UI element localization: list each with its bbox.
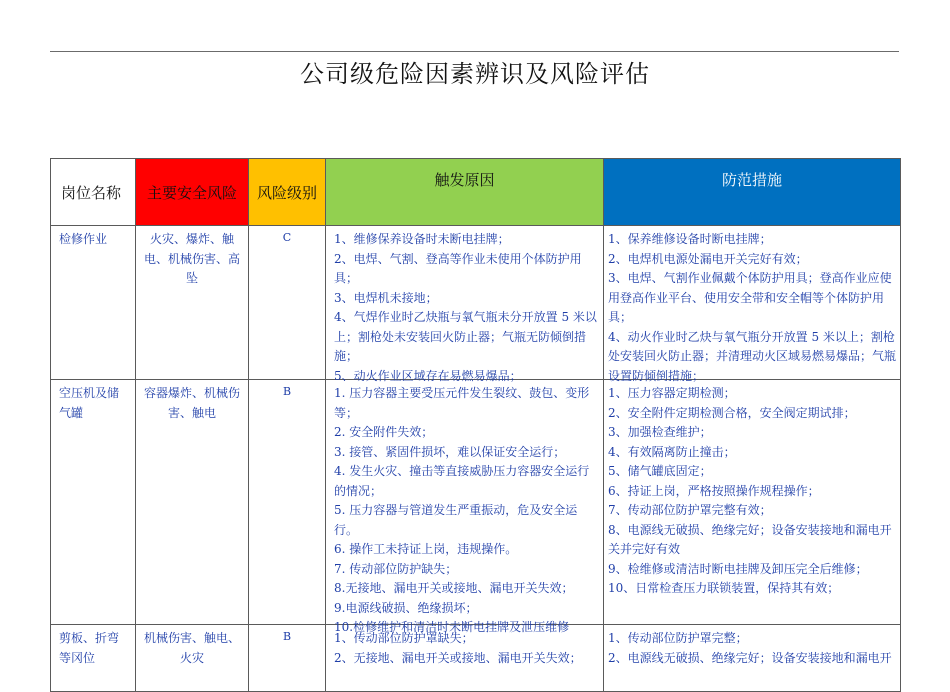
measure-item: 1、压力容器定期检测； (608, 386, 736, 400)
measure-item: 2、电焊机电源处漏电开关完好有效； (608, 251, 808, 266)
cause-item: 5. 压力容器与管道发生严重振动，危及安全运行。 (334, 503, 578, 537)
measures-list (604, 625, 900, 691)
header-post-name: 岗位名称 (51, 159, 136, 226)
header-cause: 触发原因 (326, 159, 604, 226)
cause-cell (326, 380, 604, 634)
cause-item: 4. 发生火灾、撞击等直接威胁压力容器安全运行的情况； (334, 464, 590, 498)
risk-cell: 机械伤害、触电、火灾 (136, 625, 249, 692)
top-rule (50, 51, 899, 52)
measure-item: 5、储气罐底固定； (608, 464, 712, 478)
cause-list (326, 380, 603, 634)
cause-item: 2. 安全附件失效； (334, 425, 434, 439)
document-title: 公司级危险因素辨识及风险评估 (300, 60, 650, 88)
measure-item: 9、检维修或清洁时断电挂牌及卸压完全后维修； (608, 561, 868, 576)
measure-item: 3、电焊、气割作业佩戴个体防护用具；登高作业应使用登高作业平台、使用安全带和安全帽等个体防护用具； (608, 271, 892, 324)
cause-item: 9.电源线破损、绝缘损坏； (334, 600, 478, 615)
cause-item: 5、动火作业区域存在易燃易爆品； (334, 368, 522, 383)
measure-item: 7、传动部位防护罩完整有效； (608, 503, 772, 517)
cause-item: 1. 压力容器主要受压元件发生裂纹、鼓包、变形等； (334, 386, 590, 420)
measures-list (604, 226, 900, 383)
post-cell: 检修作业 (51, 226, 136, 380)
cause-item: 8.无接地、漏电开关或接地、漏电开关失效； (334, 581, 574, 595)
measure-item: 4、动火作业时乙炔与氧气瓶分开放置 5 米以上；割枪处安装回火防止器；并清理动火区域易燃易爆品；气瓶设置防倾倒措施； (608, 329, 897, 383)
measures-list (604, 380, 900, 624)
level-cell: C (249, 226, 326, 380)
cause-item: 1、传动部位防护罩缺失； (334, 631, 474, 645)
measure-item: 10、日常检查压力联锁装置，保持其有效； (608, 581, 840, 595)
header-row (51, 159, 901, 226)
measure-item: 8、电源线无破损、绝缘完好；设备安装接地和漏电开关并完好有效 (608, 522, 892, 556)
cause-item: 3. 接管、紧固件损坏，难以保证安全运行； (334, 444, 566, 459)
measure-item: 4、有效隔离防止撞击； (608, 444, 736, 459)
measure-item: 1、传动部位防护罩完整； (608, 631, 748, 645)
risk-assessment-table-container (50, 158, 900, 671)
measure-item: 3、加强检查维护； (608, 425, 712, 439)
risk-cell: 火灾、爆炸、触电、机械伤害、高坠 (136, 226, 249, 380)
cause-item: 7. 传动部位防护缺失； (334, 561, 458, 576)
cause-item: 1、维修保养设备时未断电挂牌； (334, 232, 510, 246)
cause-item: 2、电焊、气割、登高等作业未使用个体防护用具； (334, 251, 582, 285)
risk-cell: 容器爆炸、机械伤害、触电 (136, 380, 249, 625)
cause-item: 4、气焊作业时乙炔瓶与氧气瓶未分开放置 5 米以上；割枪处未安装回火防止器；气瓶无防倾倒措施； (334, 310, 597, 363)
measure-item: 1、保养维修设备时断电挂牌； (608, 232, 772, 246)
level-cell: B (249, 625, 326, 692)
header-measures: 防范措施 (604, 159, 901, 226)
header-main-risk: 主要安全风险 (136, 159, 249, 226)
post-cell: 空压机及储气罐 (51, 380, 136, 625)
measures-cell (604, 226, 901, 383)
level-cell: B (249, 380, 326, 625)
post-cell: 剪板、折弯等冈位 (51, 625, 136, 692)
measure-item: 2、电源线无破损、绝缘完好；设备安装接地和漏电开 (608, 650, 892, 665)
table-row (51, 380, 901, 625)
table-row (51, 226, 901, 380)
cause-item: 6. 操作工未持证上岗，违规操作。 (334, 542, 518, 556)
cause-item: 2、无接地、漏电开关或接地、漏电开关失效； (334, 650, 582, 665)
cause-item: 10.检修维护和清洁时未断电挂牌及泄压维修 (334, 620, 570, 634)
cause-cell (326, 226, 604, 383)
measure-item: 6、持证上岗，严格按照操作规程操作； (608, 483, 820, 498)
risk-assessment-table (50, 158, 901, 692)
measures-cell (604, 380, 901, 625)
cause-item: 3、电焊机未接地； (334, 290, 438, 305)
measures-cell (604, 625, 901, 692)
measure-item: 2、安全附件定期检测合格，安全阀定期试排； (608, 405, 856, 420)
cause-list (326, 226, 603, 383)
header-risk-level: 风险级别 (249, 159, 326, 226)
